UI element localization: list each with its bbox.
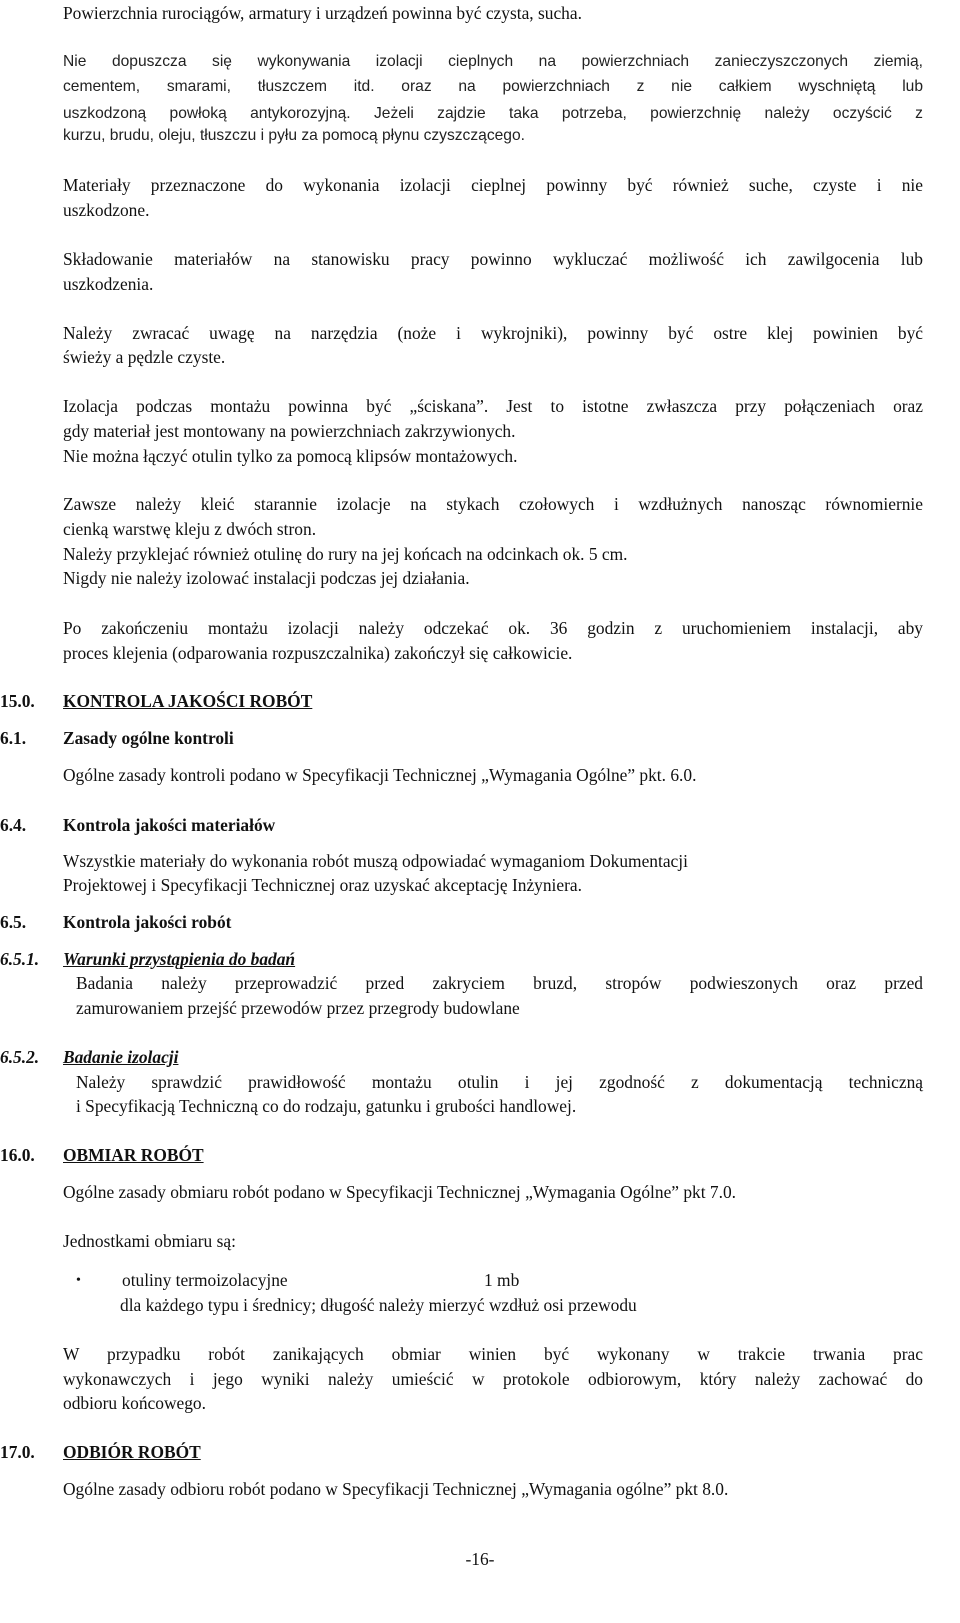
body-line: zamurowaniem przejść przewodów przez przegrody budowlane: [76, 998, 520, 1018]
intro-line: Materiały przeznaczone do wykonania izolacji cieplnej powinny być również suche, czyste i nie: [63, 175, 923, 195]
list-item-description: dla każdego typu i średnicy; długość należy mierzyć wzdłuż osi przewodu: [120, 1295, 637, 1315]
intro-line: Izolacja podczas montażu powinna być „ściskana”. Jest to istotne zwłaszcza przy połączeniach oraz: [63, 396, 923, 416]
intro-line: cementem, smarami, tłuszczem itd. oraz na powierzchniach z nie całkiem wyschniętą lub: [63, 78, 923, 95]
section-number: 17.0.: [0, 1442, 35, 1462]
intro-line: uszkodzone.: [63, 200, 150, 220]
subsection-heading: Zasady ogólne kontroli: [63, 728, 234, 748]
subsection-heading: Warunki przystąpienia do badań: [63, 949, 296, 969]
body-line: Należy sprawdzić prawidłowość montażu otulin i jej zgodność z dokumentacją techniczną: [76, 1072, 923, 1092]
intro-line: Nigdy nie należy izolować instalacji podczas jej działania.: [63, 568, 470, 588]
intro-line: kurzu, brudu, oleju, tłuszczu i pyłu za pomocą płynu czyszczącego.: [63, 127, 525, 144]
intro-line: Należy zwracać uwagę na narzędzia (noże i wykrojniki), powinny być ostre klej powinien być: [63, 323, 923, 343]
section-heading: ODBIÓR ROBÓT: [63, 1442, 201, 1462]
section-heading: OBMIAR ROBÓT: [63, 1145, 204, 1165]
body-line: Badania należy przeprowadzić przed zakryciem bruzd, stropów podwieszonych oraz przed: [76, 973, 923, 993]
body-line: odbioru końcowego.: [63, 1393, 206, 1413]
page-number: -16-: [465, 1549, 495, 1569]
intro-line: uszkodzenia.: [63, 274, 154, 294]
body-line: Wszystkie materiały do wykonania robót muszą odpowiadać wymaganiom Dokumentacji: [63, 851, 688, 871]
intro-line: Po zakończeniu montażu izolacji należy odczekać ok. 36 godzin z uruchomieniem instalacji, aby: [63, 618, 923, 638]
section-number: 15.0.: [0, 691, 35, 711]
intro-fragment: Jeżeli zajdzie taka potrzeba, powierzchnię należy oczyścić z: [350, 105, 923, 122]
list-item-unit: 1 mb: [484, 1270, 520, 1290]
bullet-icon: •: [76, 1273, 81, 1288]
intro-fragment: uszkodzoną powłoką antykorozyjną.: [63, 105, 351, 122]
body-line: i Specyfikacją Techniczną co do rodzaju, gatunku i grubości handlowej.: [76, 1096, 577, 1116]
list-item-name: otuliny termoizolacyjne: [122, 1270, 288, 1290]
subsection-number: 6.5.: [0, 912, 27, 932]
intro-line: cienką warstwę kleju z dwóch stron.: [63, 519, 317, 539]
subsection-number: 6.5.1.: [0, 949, 40, 969]
subsection-number: 6.5.2.: [0, 1047, 40, 1067]
intro-line: Składowanie materiałów na stanowisku pracy powinno wykluczać możliwość ich zawilgocenia lub: [63, 249, 923, 269]
intro-line: Nie można łączyć otulin tylko za pomocą klipsów montażowych.: [63, 446, 518, 466]
intro-line: Należy przyklejać również otulinę do rury na jej końcach na odcinkach ok. 5 cm.: [63, 544, 628, 564]
body-line: wykonawczych i jego wyniki należy umieścić w protokole odbiorowym, który należy zachować do: [63, 1369, 923, 1389]
body-line: W przypadku robót zanikających obmiar winien być wykonany w trakcie trwania prac: [63, 1344, 923, 1364]
intro-line: proces klejenia (odparowania rozpuszczalnika) zakończył się całkowicie.: [63, 643, 573, 663]
intro-line: gdy materiał jest montowany na powierzchniach zakrzywionych.: [63, 421, 516, 441]
subsection-number: 6.1.: [0, 728, 27, 748]
intro-line: Nie dopuszcza się wykonywania izolacji cieplnych na powierzchniach zanieczyszczonych ziemią,: [63, 53, 923, 70]
intro-line: świeży a pędzle czyste.: [63, 347, 226, 367]
body-line: Ogólne zasady kontroli podano w Specyfikacji Technicznej „Wymagania Ogólne” pkt. 6.0.: [63, 765, 697, 785]
subsection-heading: Kontrola jakości robót: [63, 912, 232, 932]
section-number: 16.0.: [0, 1145, 35, 1165]
subsection-heading: Kontrola jakości materiałów: [63, 815, 276, 835]
intro-line: [63, 100, 923, 127]
body-line: Projektowej i Specyfikacji Technicznej oraz uzyskać akceptację Inżyniera.: [63, 875, 582, 895]
body-line: Jednostkami obmiaru są:: [63, 1231, 236, 1251]
body-line: Ogólne zasady obmiaru robót podano w Specyfikacji Technicznej „Wymagania Ogólne” pkt 7.0.: [63, 1182, 737, 1202]
section-heading: KONTROLA JAKOŚCI ROBÓT: [63, 691, 313, 711]
intro-line: Powierzchnia rurociągów, armatury i urządzeń powinna być czysta, sucha.: [63, 3, 582, 23]
body-line: Ogólne zasady odbioru robót podano w Specyfikacji Technicznej „Wymagania ogólne” pkt 8.0.: [63, 1479, 729, 1499]
subsection-number: 6.4.: [0, 815, 27, 835]
subsection-heading: Badanie izolacji: [63, 1047, 179, 1067]
intro-line: Zawsze należy kleić starannie izolacje na stykach czołowych i wzdłużnych nanosząc równomiernie: [63, 494, 923, 514]
